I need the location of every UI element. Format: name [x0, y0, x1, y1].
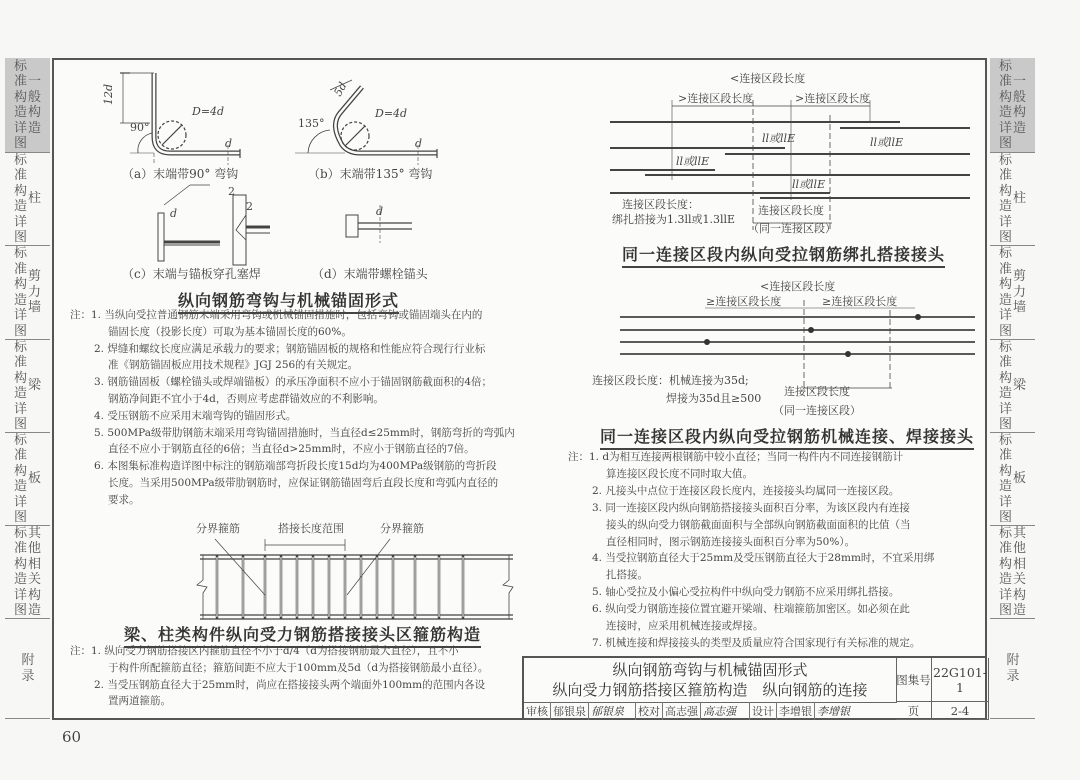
- stirrup-label-mid: 搭接长度范围: [278, 522, 344, 535]
- index-tab-6[interactable]: [990, 619, 1035, 719]
- fig-b-diameter: D=4d: [375, 107, 408, 120]
- index-tab-label: 梁: [28, 378, 42, 394]
- index-tab-label: 板: [28, 471, 42, 487]
- note-line: 2. 当受压钢筋直径大于25mm时，尚应在搭接接头两个端面外100mm的范围内各设: [94, 678, 486, 691]
- stirrup-title: 梁、柱类构件纵向受力钢筋搭接接头区箍筋构造: [124, 622, 481, 648]
- index-tab-label: 柱: [28, 191, 42, 207]
- index-tab-0[interactable]: [5, 58, 50, 153]
- fig-c-d-label: d: [170, 207, 178, 220]
- note-line: 注：1. d为相互连接两根钢筋中较小直径；当同一构件内不同连接钢筋计: [568, 451, 904, 463]
- note-line: 准《钢筋锚固板应用技术规程》JGJ 256的有关规定。: [108, 359, 359, 372]
- lap-label-1: ll或llE: [762, 132, 796, 145]
- index-tab-label: 附 录: [1006, 653, 1020, 684]
- lap-right-label: >连接区段长度: [795, 92, 871, 105]
- checker-signature: 高志强: [701, 702, 750, 720]
- review-label: 审核: [524, 702, 551, 720]
- fig-d-d-label: d: [376, 205, 384, 218]
- index-tab-label: 一 般 构 造: [1013, 74, 1027, 136]
- side-index-left: [5, 58, 50, 719]
- note-line: 7. 机械连接和焊接接头的类型及质量应符合国家现行有关标准的规定。: [592, 636, 921, 649]
- stirrup-notes: [70, 643, 488, 710]
- index-tab-0[interactable]: [990, 58, 1035, 153]
- index-tab-prefix: 标 准 构 造 详 图: [13, 525, 27, 618]
- note-line: 钢筋净间距不宜小于4d，否则应考虑群锚效应的不利影响。: [108, 392, 384, 405]
- note-line: 4. 受压钢筋不应采用末端弯钩的锚固形式。: [94, 409, 297, 422]
- note-line: 算连接区段长度不同时取大值。: [606, 467, 753, 480]
- note-line: 锚固长度（投影长度）可取为基本锚固长度的60%。: [108, 325, 352, 338]
- index-tab-label: 附 录: [21, 653, 35, 684]
- index-tab-label: 剪 力 墙: [28, 269, 42, 316]
- signature-row: [524, 702, 896, 720]
- index-tab-label: 其 他 相 关 构 造: [28, 525, 42, 618]
- fig-a-caption: （a）末端带90° 弯钩: [122, 167, 239, 181]
- note-line: 6. 纵向受力钢筋连接位置宜避开梁端、柱端箍筋加密区。如必须在此: [592, 603, 910, 616]
- note-line: 4. 当受拉钢筋直径大于25mm及受压钢筋直径大于28mm时，不宜采用绑: [592, 552, 935, 565]
- anchorage-notes: [70, 307, 515, 509]
- designer-signature: 李增银: [817, 705, 850, 718]
- index-tab-1[interactable]: [990, 153, 1035, 246]
- drawing-title-line1: 纵向钢筋弯钩与机械锚固形式: [612, 661, 808, 679]
- fig-b-caption: （b）末端带135° 弯钩: [308, 167, 433, 181]
- drawing-title: [524, 658, 897, 703]
- index-tab-label: 一 般 构 造: [28, 74, 42, 136]
- index-tab-prefix: 标 准 构 造 详 图: [13, 58, 27, 151]
- note-line: 3. 钢筋锚固板（螺栓锚头或焊端锚板）的承压净面积不应小于锚固钢筋截面积的4倍；: [94, 376, 493, 389]
- fig-a-length-label: 12d: [102, 83, 115, 105]
- index-tab-6[interactable]: [5, 619, 50, 719]
- fig-a-diameter: D=4d: [192, 105, 225, 118]
- index-tab-2[interactable]: [990, 246, 1035, 340]
- check-label: 校对: [636, 702, 663, 720]
- page-label: 页: [896, 702, 932, 720]
- index-tab-4[interactable]: [5, 433, 50, 526]
- fig-a-bar: d: [225, 137, 233, 150]
- lap-left-label: >连接区段长度: [678, 92, 754, 105]
- note-line: 扎搭接。: [606, 569, 648, 582]
- note-line: 要求。: [108, 493, 140, 506]
- mech-same-zone-2: （同一连接区段）: [773, 404, 861, 417]
- note-line: 6. 本图集标准构造详图中标注的钢筋端部弯折段长度15d均为400MPa级钢筋的弯折段: [94, 460, 497, 473]
- fig-c-weld-a: 2: [228, 185, 235, 198]
- index-tab-prefix: 标 准 构 造 详 图: [998, 246, 1012, 339]
- index-tab-label: 剪 力 墙: [1013, 269, 1027, 316]
- note-line: 2. 凡接头中点位于连接区段长度内，连接接头均属同一连接区段。: [592, 484, 900, 497]
- lap-length-desc-1: 连接区段长度：: [622, 198, 699, 211]
- index-tab-prefix: 标 准 构 造 详 图: [998, 58, 1012, 151]
- note-line: 注：1. 纵向受力钢筋搭接区内箍筋直径不小于d/4（d为搭接钢筋最大直径），且不小: [70, 645, 459, 657]
- title-block: [522, 656, 987, 720]
- note-line: 直径相同时，图示钢筋连接接头面积百分率为50%）。: [606, 535, 856, 548]
- index-tab-prefix: 标 准 构 造 详 图: [13, 339, 27, 432]
- atlas-number: 22G101-1: [932, 658, 989, 702]
- stirrup-diagram: [195, 535, 515, 625]
- lap-same-zone-1: 连接区段长度: [758, 204, 824, 217]
- note-line: 于构件所配箍筋直径；箍筋间距不应大于100mm及5d（d为搭接钢筋最小直径）。: [108, 661, 489, 674]
- lap-length-desc-2: 绑扎搭接为1.3ll或1.3llE: [612, 213, 736, 226]
- index-tab-label: 板: [1013, 471, 1027, 487]
- mech-splice-title: 同一连接区段内纵向受拉钢筋机械连接、焊接接头: [600, 424, 974, 450]
- fig-d-caption: （d）末端带螺栓锚头: [312, 267, 428, 281]
- note-line: 5. 500MPa级带肋钢筋末端采用弯钩锚固措施时，当直径d≤25mm时，钢筋弯折的弯弧内: [94, 426, 515, 439]
- reviewer-name: 郁银泉: [551, 702, 589, 720]
- atlas-label: 图集号: [896, 658, 932, 702]
- index-tab-5[interactable]: [5, 526, 50, 619]
- index-tab-prefix: 标 准 构 造 详 图: [998, 432, 1012, 525]
- index-tab-label: 其 他 相 关 构 造: [1013, 525, 1027, 618]
- note-line: 接头的纵向受力钢筋截面面积与全部纵向钢筋截面面积的比值（当: [606, 518, 911, 531]
- index-tab-3[interactable]: [990, 340, 1035, 433]
- index-tab-prefix: 标 准 构 造 详 图: [998, 525, 1012, 618]
- anchorage-title: 纵向钢筋弯钩与机械锚固形式: [178, 288, 399, 314]
- fig-a-angle: 90°: [130, 121, 150, 134]
- design-label: 设计: [750, 702, 777, 720]
- index-tab-prefix: 标 准 构 造 详 图: [998, 339, 1012, 432]
- note-line: 3. 同一连接区段内纵向钢筋搭接接头面积百分率，为该区段内有连接: [592, 501, 910, 514]
- index-tab-1[interactable]: [5, 153, 50, 246]
- designer-name: 李增银: [777, 702, 815, 720]
- note-line: 直径不应小于钢筋直径的6倍；当直径d>25mm时，不应小于钢筋直径的7倍。: [108, 443, 475, 456]
- index-tab-4[interactable]: [990, 433, 1035, 526]
- index-tab-label: 柱: [1013, 191, 1027, 207]
- note-line: 2. 焊缝和螺纹长度应满足承载力的要求；钢筋锚固板的规格和性能应符合现行行业标: [94, 342, 486, 355]
- note-line: 连接时，应采用机械连接或焊接。: [606, 620, 764, 633]
- mech-right-label: ≥连接区段长度: [822, 295, 898, 308]
- index-tab-prefix: 标 准 构 造 详 图: [998, 152, 1012, 245]
- index-tab-label: 梁: [1013, 378, 1027, 394]
- reviewer-signature: 郁银泉: [589, 702, 636, 720]
- index-tab-2[interactable]: [5, 246, 50, 340]
- mech-length-desc-2: 焊接为35d且≥500: [666, 392, 762, 405]
- note-line: 5. 轴心受拉及小偏心受拉构件中纵向受力钢筋不应采用绑扎搭接。: [592, 586, 900, 599]
- stirrup-label-right: 分界箍筋: [380, 522, 424, 535]
- page-number: 60: [62, 728, 82, 746]
- drawing-title-line2: 纵向受力钢筋搭接区箍筋构造 纵向钢筋的连接: [552, 681, 868, 699]
- lap-same-zone-2: （同一连接区段）: [748, 222, 836, 235]
- checker-name: 高志强: [663, 702, 701, 720]
- mech-left-label: ≥连接区段长度: [706, 295, 782, 308]
- mech-same-zone-1: 连接区段长度: [784, 385, 850, 398]
- fig-b-bar: d: [415, 137, 423, 150]
- note-line: 置两道箍筋。: [108, 695, 171, 708]
- lap-label-3: ll或llE: [676, 155, 710, 168]
- index-tab-prefix: 标 准 构 造 详 图: [13, 152, 27, 245]
- index-tab-3[interactable]: [5, 340, 50, 433]
- note-line: 注：1. 当纵向受拉普通钢筋末端采用弯钩或机械锚固措施时，包括弯钩或锚固端头在内的: [70, 309, 483, 321]
- fig-c-weld-b: 2: [246, 200, 253, 213]
- lap-label-4: ll或llE: [792, 178, 826, 191]
- lap-top-label: <连接区段长度: [730, 72, 806, 85]
- stirrup-label-left: 分界箍筋: [196, 522, 240, 535]
- fig-b-angle: 135°: [298, 117, 325, 130]
- index-tab-prefix: 标 准 构 造 详 图: [13, 246, 27, 339]
- mech-top-label: <连接区段长度: [760, 280, 836, 293]
- note-line: 长度。当采用500MPa级带肋钢筋时，应保证钢筋锚固弯后直段长度和弯弧内直径的: [108, 476, 499, 489]
- fig-b-length-label: 5d: [331, 79, 350, 99]
- mech-length-desc-1: 连接区段长度：机械连接为35d;: [592, 374, 749, 387]
- page-code: 2-4: [932, 702, 989, 720]
- splice-notes: [568, 449, 934, 652]
- fig-c-caption: （c）末端与锚板穿孔塞焊: [122, 267, 261, 281]
- index-tab-prefix: 标 准 构 造 详 图: [13, 432, 27, 525]
- index-tab-5[interactable]: [990, 526, 1035, 619]
- lap-splice-title: 同一连接区段内纵向受拉钢筋绑扎搭接接头: [622, 242, 945, 268]
- lap-label-2: ll或llE: [870, 136, 904, 149]
- side-index-right: [990, 58, 1035, 719]
